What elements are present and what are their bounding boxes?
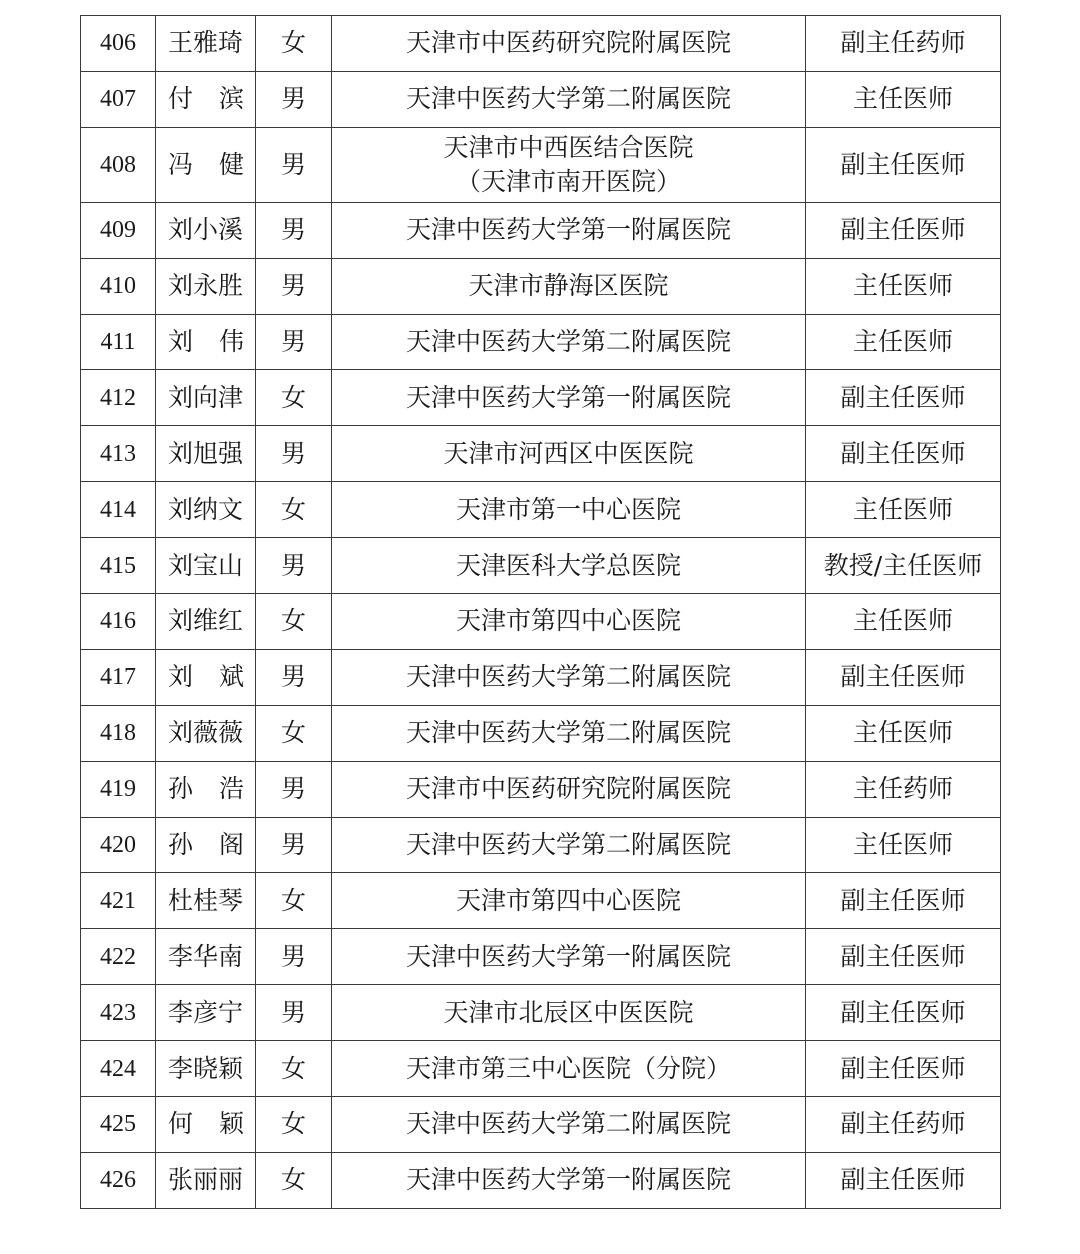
- title-cell: 副主任医师: [806, 202, 1001, 258]
- expert-roster-table: [80, 15, 1001, 1209]
- unit-cell: [332, 705, 806, 761]
- table-row: [81, 929, 1001, 985]
- title-cell: 主任医师: [806, 594, 1001, 650]
- title-cell: 副主任医师: [806, 873, 1001, 929]
- table-row: [81, 705, 1001, 761]
- unit-line: 天津中医药大学第二附属医院: [405, 662, 731, 692]
- name-cell: 冯健: [156, 127, 256, 202]
- table-row: [81, 202, 1001, 258]
- unit-line: 天津市第四中心医院: [455, 885, 681, 915]
- table-row: [81, 538, 1001, 594]
- unit-cell: [332, 202, 806, 258]
- table-row: [81, 649, 1001, 705]
- gender-cell: 女: [256, 873, 332, 929]
- row-number-cell: 418: [81, 705, 156, 761]
- title-cell: 主任医师: [806, 314, 1001, 370]
- row-number-cell: 417: [81, 649, 156, 705]
- gender-cell: 男: [256, 761, 332, 817]
- table-row: [81, 71, 1001, 127]
- unit-cell: [332, 370, 806, 426]
- gender-cell: 男: [256, 127, 332, 202]
- unit-cell: [332, 761, 806, 817]
- unit-cell: [332, 482, 806, 538]
- unit-cell: [332, 1097, 806, 1153]
- unit-cell: [332, 71, 806, 127]
- table-row: [81, 817, 1001, 873]
- unit-line: 天津中医药大学第一附属医院: [405, 215, 731, 245]
- row-number-cell: 414: [81, 482, 156, 538]
- title-cell: 副主任医师: [806, 127, 1001, 202]
- unit-cell: [332, 985, 806, 1041]
- unit-cell: [332, 16, 806, 72]
- unit-cell: [332, 594, 806, 650]
- name-cell: 刘旭强: [156, 426, 256, 482]
- title-cell: 主任医师: [806, 482, 1001, 538]
- gender-cell: 男: [256, 71, 332, 127]
- name-cell: 付滨: [156, 71, 256, 127]
- gender-cell: 男: [256, 985, 332, 1041]
- unit-line: 天津中医药大学第二附属医院: [405, 718, 731, 748]
- title-cell: 主任药师: [806, 761, 1001, 817]
- gender-cell: 女: [256, 1041, 332, 1097]
- row-number-cell: 406: [81, 16, 156, 72]
- unit-line: 天津市第一中心医院: [455, 494, 681, 524]
- unit-line: 天津中医药大学第一附属医院: [405, 1165, 731, 1195]
- gender-cell: 女: [256, 370, 332, 426]
- table-row: [81, 594, 1001, 650]
- unit-line: 天津中医药大学第二附属医院: [405, 84, 731, 114]
- title-cell: 主任医师: [806, 258, 1001, 314]
- name-cell: 王雅琦: [156, 16, 256, 72]
- unit-line: 天津市中医药研究院附属医院: [405, 774, 731, 804]
- table-row: [81, 314, 1001, 370]
- roster-table-body: [81, 16, 1001, 1209]
- unit-line: 天津中医药大学第二附属医院: [405, 327, 731, 356]
- title-cell: 副主任医师: [806, 649, 1001, 705]
- name-cell: 李彦宁: [156, 985, 256, 1041]
- gender-cell: 女: [256, 482, 332, 538]
- gender-cell: 男: [256, 649, 332, 705]
- table-row: [81, 258, 1001, 314]
- name-cell: 孙阁: [156, 817, 256, 873]
- gender-cell: 男: [256, 929, 332, 985]
- row-number-cell: 420: [81, 817, 156, 873]
- unit-cell: [332, 1041, 806, 1097]
- row-number-cell: 415: [81, 538, 156, 594]
- unit-cell: [332, 127, 806, 202]
- gender-cell: 女: [256, 1152, 332, 1208]
- unit-line: 天津中医药大学第二附属医院: [405, 830, 731, 860]
- name-cell: 刘维红: [156, 594, 256, 650]
- unit-cell: [332, 817, 806, 873]
- title-cell: 主任医师: [806, 705, 1001, 761]
- unit-line: 天津医科大学总医院: [455, 550, 681, 580]
- table-row: [81, 1097, 1001, 1153]
- table-row: [81, 426, 1001, 482]
- table-row: [81, 16, 1001, 72]
- table-row: [81, 761, 1001, 817]
- unit-line: 天津中医药大学第一附属医院: [405, 941, 731, 971]
- unit-line: 天津市北辰区中医医院: [443, 997, 694, 1027]
- row-number-cell: 422: [81, 929, 156, 985]
- row-number-cell: 423: [81, 985, 156, 1041]
- table-row: [81, 370, 1001, 426]
- name-cell: 孙浩: [156, 761, 256, 817]
- name-cell: 何颖: [156, 1097, 256, 1153]
- row-number-cell: 409: [81, 202, 156, 258]
- gender-cell: 女: [256, 16, 332, 72]
- name-cell: 李华南: [156, 929, 256, 985]
- gender-cell: 女: [256, 705, 332, 761]
- unit-line: 天津市中医药研究院附属医院: [405, 28, 731, 58]
- table-row: [81, 1041, 1001, 1097]
- gender-cell: 男: [256, 538, 332, 594]
- title-cell: 副主任医师: [806, 1152, 1001, 1208]
- row-number-cell: 407: [81, 71, 156, 127]
- gender-cell: 男: [256, 817, 332, 873]
- title-cell: 副主任药师: [806, 1097, 1001, 1153]
- gender-cell: 女: [256, 594, 332, 650]
- unit-cell: [332, 929, 806, 985]
- title-cell: 副主任医师: [806, 426, 1001, 482]
- title-cell: 副主任医师: [806, 929, 1001, 985]
- row-number-cell: 412: [81, 370, 156, 426]
- table-row: [81, 127, 1001, 202]
- title-cell: 教授/主任医师: [806, 538, 1001, 594]
- row-number-cell: 416: [81, 594, 156, 650]
- gender-cell: 男: [256, 314, 332, 370]
- row-number-cell: 408: [81, 127, 156, 202]
- unit-cell: [332, 258, 806, 314]
- gender-cell: 男: [256, 426, 332, 482]
- unit-cell: [332, 1152, 806, 1208]
- name-cell: 张丽丽: [156, 1152, 256, 1208]
- name-cell: 刘宝山: [156, 538, 256, 594]
- row-number-cell: 425: [81, 1097, 156, 1153]
- row-number-cell: 410: [81, 258, 156, 314]
- unit-cell: [332, 426, 806, 482]
- row-number-cell: 426: [81, 1152, 156, 1208]
- name-cell: 刘永胜: [156, 258, 256, 314]
- table-row: [81, 985, 1001, 1041]
- row-number-cell: 413: [81, 426, 156, 482]
- unit-line: 天津市静海区医院: [468, 271, 669, 301]
- unit-line: 天津市第四中心医院: [455, 606, 681, 636]
- name-cell: 李晓颖: [156, 1041, 256, 1097]
- gender-cell: 女: [256, 1097, 332, 1153]
- row-number-cell: 421: [81, 873, 156, 929]
- gender-cell: 男: [256, 258, 332, 314]
- gender-cell: 男: [256, 202, 332, 258]
- unit-cell: [332, 649, 806, 705]
- row-number-cell: 424: [81, 1041, 156, 1097]
- table-row: [81, 873, 1001, 929]
- name-cell: 杜桂琴: [156, 873, 256, 929]
- table-row: [81, 1152, 1001, 1208]
- title-cell: 副主任医师: [806, 985, 1001, 1041]
- unit-line: 天津中医药大学第二附属医院: [405, 1109, 731, 1139]
- unit-cell: [332, 314, 806, 370]
- unit-line: 天津市河西区中医医院: [443, 438, 694, 468]
- title-cell: 副主任医师: [806, 1041, 1001, 1097]
- title-cell: 主任医师: [806, 71, 1001, 127]
- name-cell: 刘斌: [156, 649, 256, 705]
- name-cell: 刘小溪: [156, 202, 256, 258]
- row-number-cell: 419: [81, 761, 156, 817]
- unit-cell: [332, 873, 806, 929]
- unit-line: 天津市第三中心医院（分院）: [405, 1053, 731, 1083]
- name-cell: 刘伟: [156, 314, 256, 370]
- unit-line: （天津市南开医院）: [455, 166, 681, 196]
- unit-line: 天津中医药大学第一附属医院: [405, 382, 731, 412]
- title-cell: 副主任药师: [806, 16, 1001, 72]
- row-number-cell: 411: [81, 314, 156, 370]
- table-row: [81, 482, 1001, 538]
- name-cell: 刘纳文: [156, 482, 256, 538]
- title-cell: 主任医师: [806, 817, 1001, 873]
- title-cell: 副主任医师: [806, 370, 1001, 426]
- unit-cell: [332, 538, 806, 594]
- name-cell: 刘薇薇: [156, 705, 256, 761]
- name-cell: 刘向津: [156, 370, 256, 426]
- unit-line: 天津市中西医结合医院: [443, 132, 694, 162]
